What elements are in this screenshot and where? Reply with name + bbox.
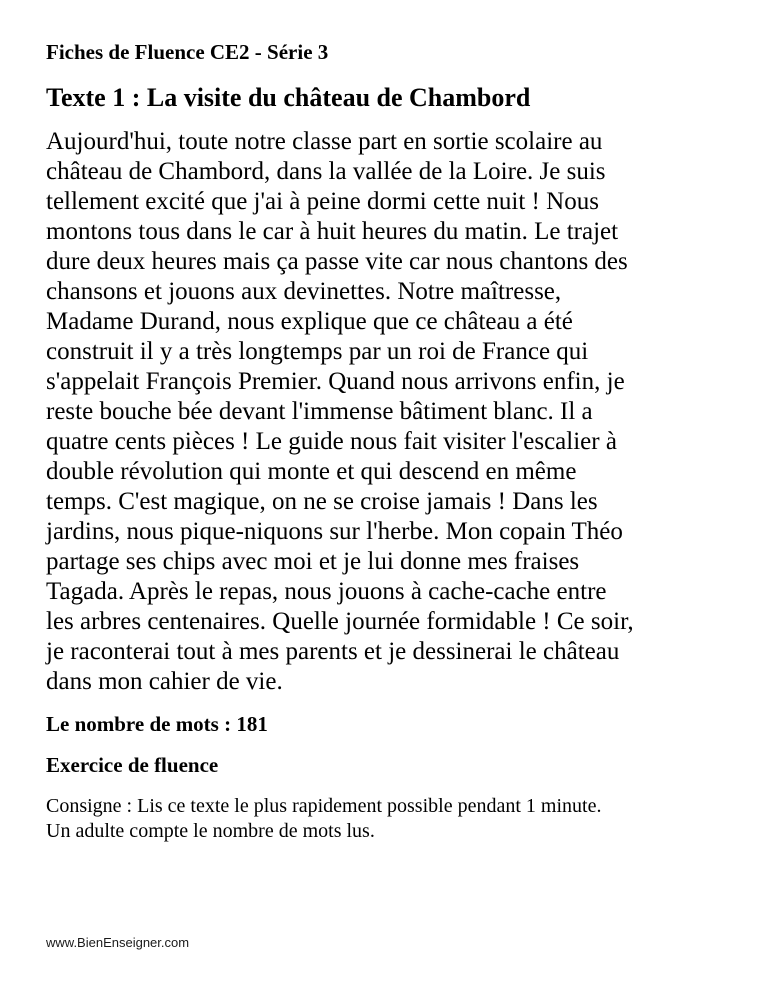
text-line: partage ses chips avec moi et je lui donne mes fraises: [46, 548, 580, 575]
word-count-label: Le nombre de mots : 181: [46, 712, 268, 736]
series-label: Fiches de Fluence CE2 - Série 3: [46, 40, 329, 64]
text-line: temps. C'est magique, on ne se croise jamais ! Dans les: [46, 488, 598, 515]
text-line: jardins, nous pique-niquons sur l'herbe. Mon copain Théo: [46, 518, 623, 545]
page-title: Texte 1 : La visite du château de Chambord: [46, 83, 531, 112]
exercise-instructions: [46, 794, 601, 844]
footer-url: www.BienEnseigner.com: [46, 935, 190, 950]
text-line: s'appelait François Premier. Quand nous arrivons enfin, je: [46, 368, 625, 395]
text-line: dure deux heures mais ça passe vite car nous chantons des: [46, 248, 628, 275]
text-line: Un adulte compte le nombre de mots lus.: [46, 820, 375, 842]
reading-passage: [46, 127, 634, 697]
text-line: construit il y a très longtemps par un roi de France qui: [46, 338, 589, 365]
text-line: tellement excité que j'ai à peine dormi cette nuit ! Nous: [46, 188, 599, 215]
text-line: Aujourd'hui, toute notre classe part en sortie scolaire au: [46, 128, 603, 155]
text-line: Tagada. Après le repas, nous jouons à cache-cache entre: [46, 578, 607, 605]
text-line: chansons et jouons aux devinettes. Notre maîtresse,: [46, 278, 562, 305]
text-line: Madame Durand, nous explique que ce château a été: [46, 308, 573, 335]
exercise-heading: Exercice de fluence: [46, 753, 219, 777]
text-line: reste bouche bée devant l'immense bâtiment blanc. Il a: [46, 398, 593, 425]
text-line: double révolution qui monte et qui descend en même: [46, 458, 577, 485]
text-line: montons tous dans le car à huit heures du matin. Le trajet: [46, 218, 619, 245]
text-line: Consigne : Lis ce texte le plus rapidement possible pendant 1 minute.: [46, 795, 602, 817]
text-line: je raconterai tout à mes parents et je dessinerai le château: [46, 638, 620, 665]
text-line: dans mon cahier de vie.: [46, 668, 283, 695]
text-line: château de Chambord, dans la vallée de la Loire. Je suis: [46, 158, 606, 185]
text-line: quatre cents pièces ! Le guide nous fait visiter l'escalier à: [46, 428, 617, 455]
text-line: les arbres centenaires. Quelle journée formidable ! Ce soir,: [46, 608, 634, 635]
